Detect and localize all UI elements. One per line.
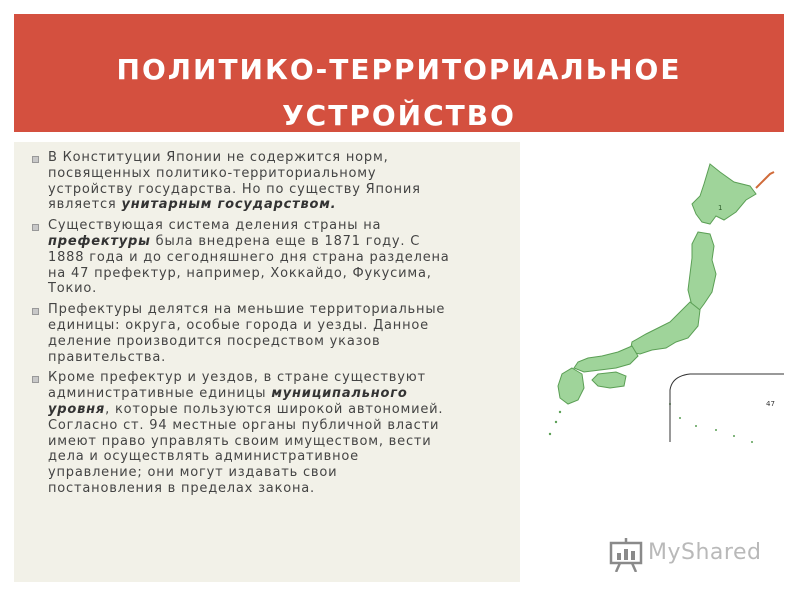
bullet-list — [32, 150, 452, 502]
slide-title-line-1: ПОЛИТИКО-ТЕРРИТОРИАЛЬНОЕ — [116, 53, 682, 86]
myshared-watermark — [604, 534, 774, 574]
honshu-central-shape — [630, 302, 700, 354]
bullet-text-after: была внедрена еще в 1871 году. С 1888 года и до сегодняшнего дня страна разделена на 47 префектур, например, Хоккайдо, Фукусима, Токио. — [48, 233, 450, 297]
hokkaido-number: 1 — [718, 204, 723, 212]
honshu-west-shape — [574, 346, 638, 372]
bullet-marker-icon — [32, 376, 39, 383]
bullet-text: Кроме префектур и уездов, в стране существуют административные единицы — [48, 370, 426, 402]
bullet-text: Префектуры делятся на меньшие территориальные единицы: округа, особые города и уезды. Данное деление производится посредством указов правительства. — [48, 302, 446, 365]
honshu-north-shape — [688, 232, 716, 312]
kuril-islands-shape — [756, 172, 774, 188]
watermark-text: MyShared — [648, 540, 762, 565]
bullet-item-2 — [32, 218, 452, 297]
bullet-marker-icon — [32, 308, 39, 315]
slide-title — [14, 47, 784, 139]
bullet-text: Существующая система деления страны на — [48, 218, 382, 234]
bullet-emphasis: унитарным государством. — [121, 197, 337, 213]
bullet-item-3 — [32, 302, 452, 365]
bullet-item-1 — [32, 150, 452, 213]
bullet-marker-icon — [32, 224, 39, 231]
bullet-text: В Конституции Японии не содержится норм, посвященных политико-территориальному устройству государства. Но по существу Япония является — [48, 150, 421, 213]
bullet-text-after: , которые пользуются широкой автономией. Согласно ст. 94 местные органы публичной власти имеют право управлять своим имуществом, вести дела и осуществлять административное управление; они могут издавать свои постановления в пределах закона. — [48, 401, 444, 496]
shikoku-shape — [592, 372, 626, 388]
hokkaido-shape — [692, 164, 756, 224]
okinawa-number: 47 — [766, 400, 775, 408]
bullet-emphasis: префектуры — [48, 233, 151, 249]
bullet-emphasis: муниципального уровня — [48, 386, 408, 417]
title-banner — [14, 14, 784, 132]
kyushu-shape — [558, 368, 584, 404]
slide-title-line-2: УСТРОЙСТВО — [282, 99, 516, 132]
okinawa-inset-frame — [670, 374, 784, 442]
japan-prefectures-map — [520, 142, 784, 448]
map-graphic — [520, 142, 784, 448]
bullet-marker-icon — [32, 156, 39, 163]
bullet-item-4 — [32, 370, 452, 496]
presentation-board-icon — [608, 538, 644, 572]
